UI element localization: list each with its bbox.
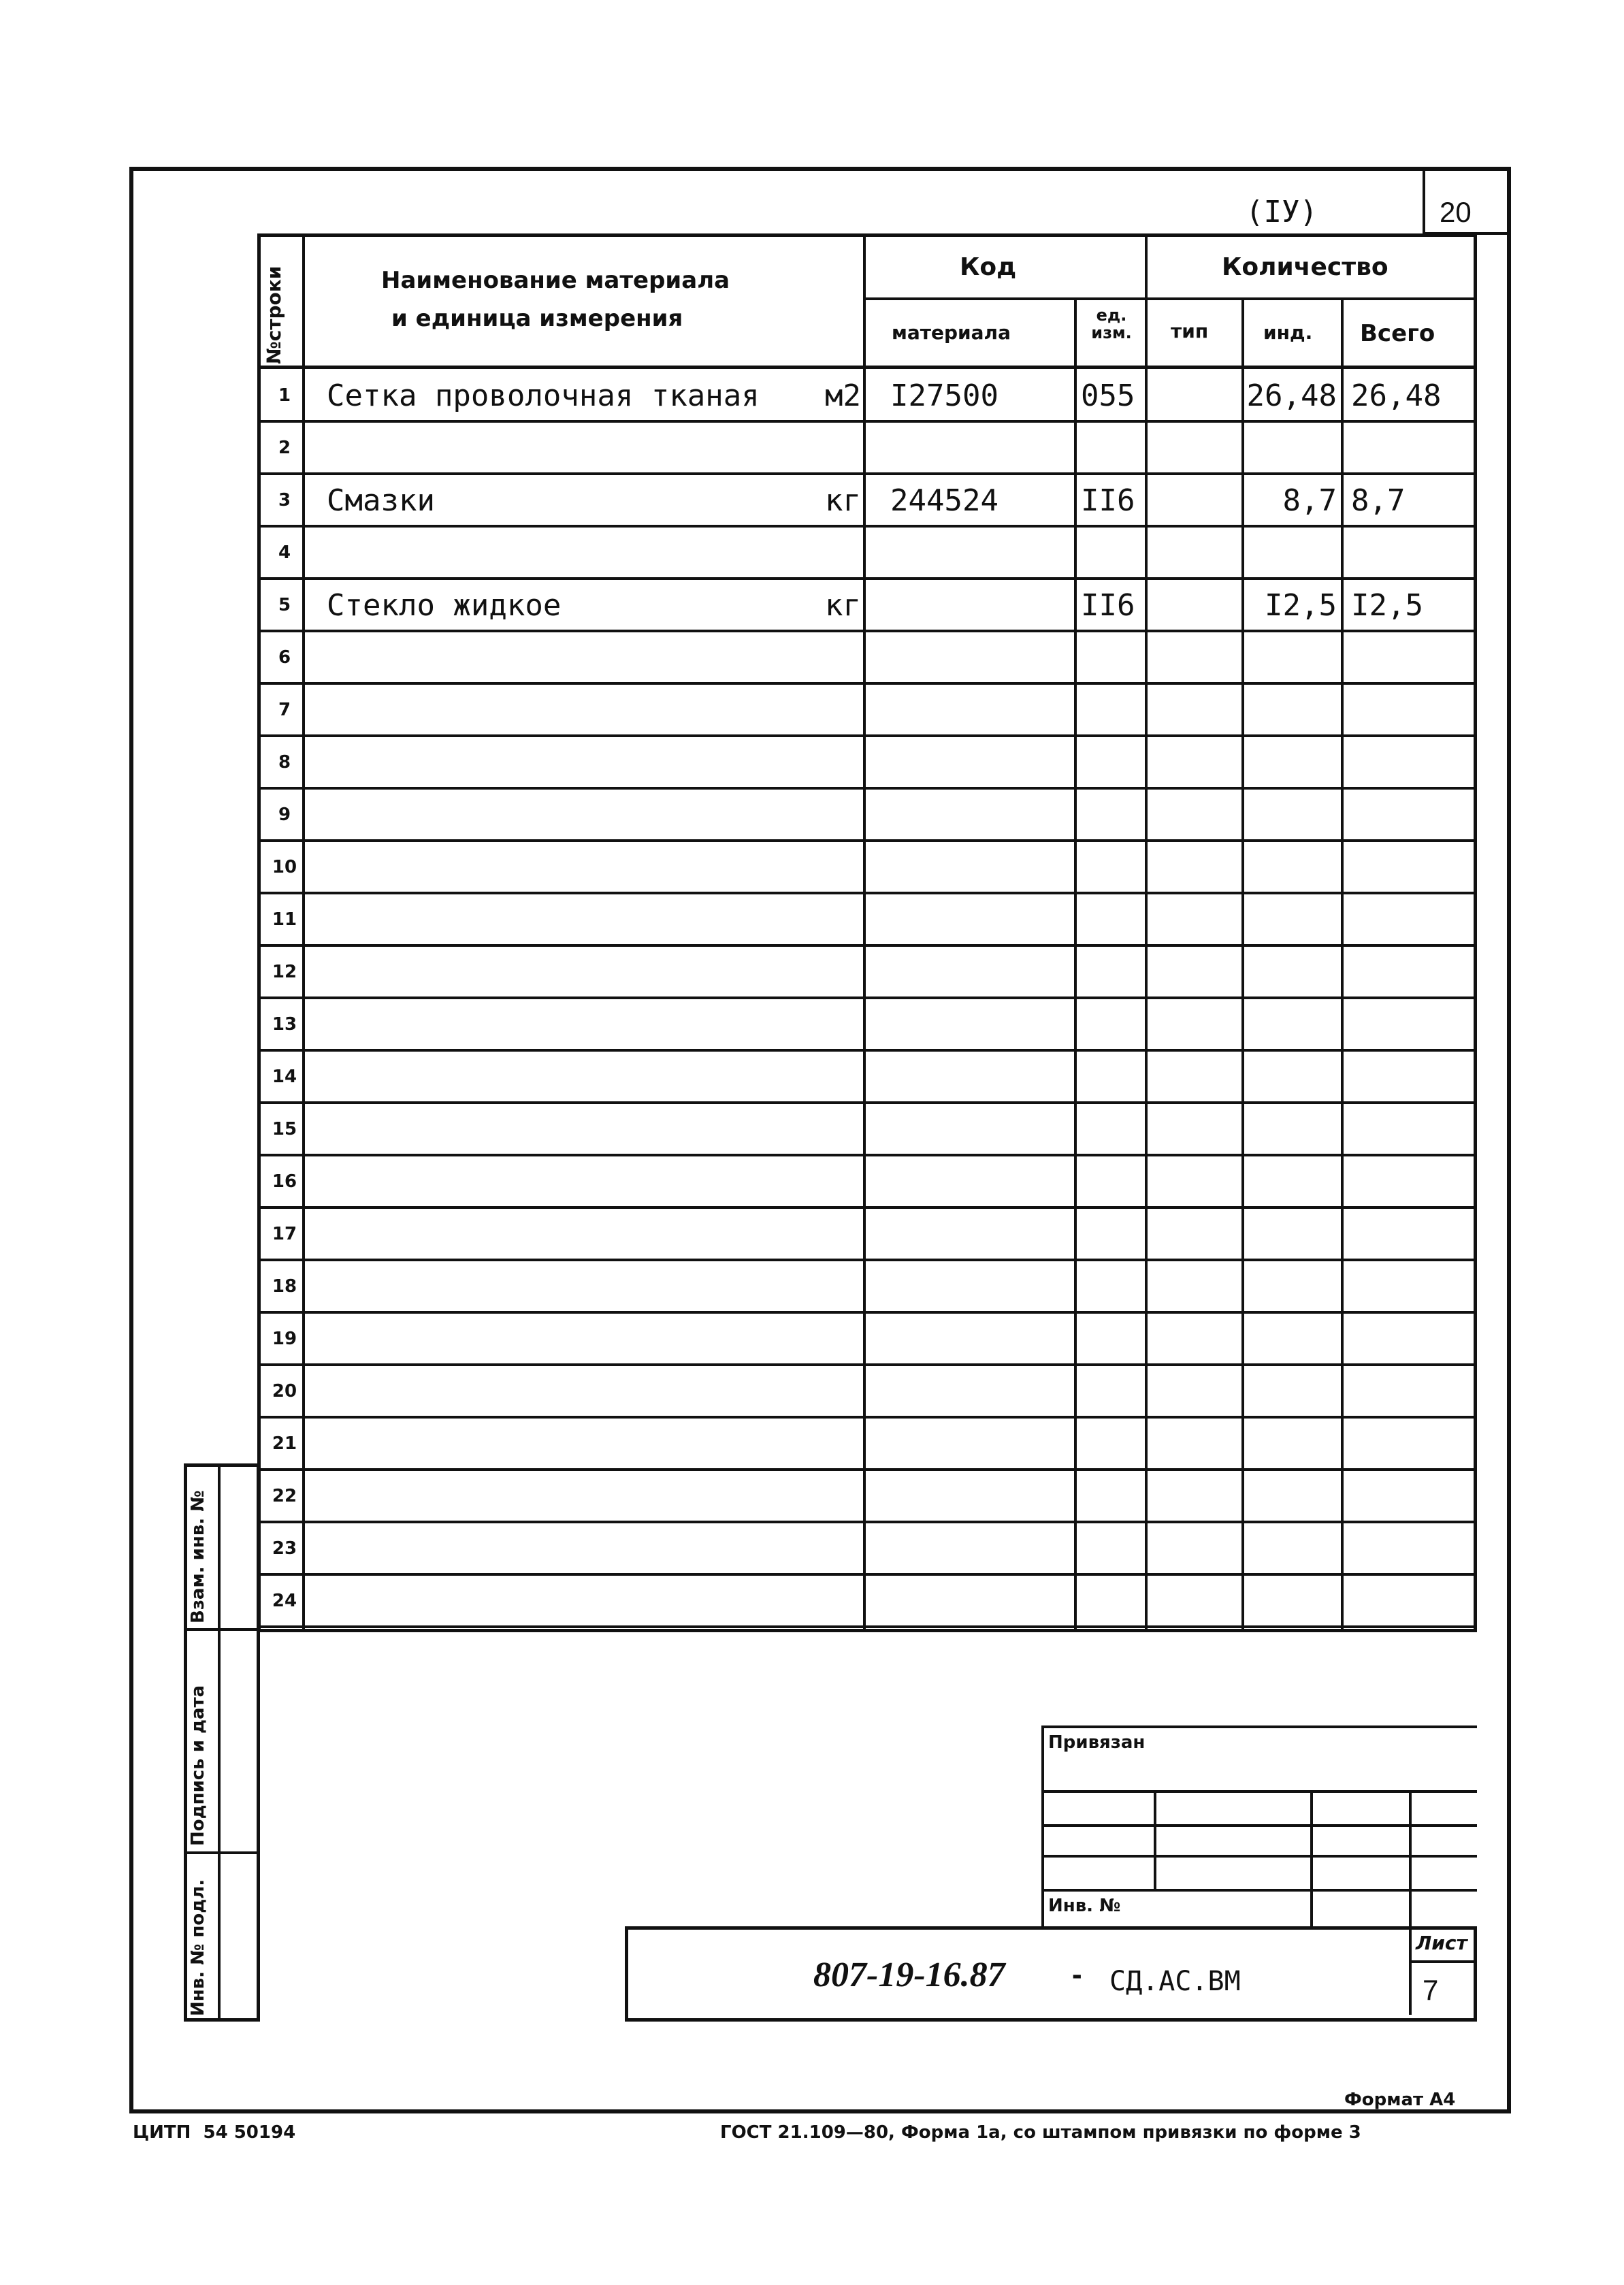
row-divider <box>257 1363 1477 1366</box>
stamp-line-c <box>1041 1855 1477 1858</box>
col-code-divider <box>1074 297 1077 1632</box>
row-qty-total: 8,7 <box>1351 483 1406 518</box>
row-number: 24 <box>272 1591 297 1611</box>
row-number: 8 <box>278 752 291 773</box>
stamp-line-d <box>1041 1889 1477 1892</box>
header-code-unit: ед. изм. <box>1091 306 1132 342</box>
side-stamp-podpis: Подпись и дата <box>188 1685 208 1846</box>
row-number: 23 <box>272 1538 297 1559</box>
sheet-code: (IУ) <box>1246 195 1318 229</box>
stamp-col-2 <box>1310 1790 1313 1930</box>
side-stamp-line-1 <box>184 1628 260 1631</box>
row-divider <box>257 1521 1477 1523</box>
header-bottom-line <box>257 366 1477 369</box>
list-label-line <box>1409 1960 1477 1963</box>
header-code-material: материала <box>892 321 1011 344</box>
side-stamp-vzam: Взам. инв. № <box>188 1490 208 1623</box>
row-divider <box>257 1573 1477 1576</box>
material-table <box>257 233 1477 1632</box>
stamp-line-b <box>1041 1824 1477 1827</box>
header-name-line2: и единица измерения <box>391 305 683 332</box>
row-divider <box>257 892 1477 894</box>
header-sub-line <box>864 297 1477 300</box>
row-number: 18 <box>272 1276 297 1297</box>
row-number: 17 <box>272 1224 297 1244</box>
row-qty-total: I2,5 <box>1351 588 1423 623</box>
page-number: 20 <box>1440 196 1472 228</box>
row-divider <box>257 1259 1477 1261</box>
stamp-line-a <box>1041 1790 1477 1793</box>
header-quantity: Количество <box>1222 253 1388 281</box>
header-qty-total: Всего <box>1360 320 1435 347</box>
designation-handwritten: 807-19-16.87 <box>813 1956 1005 1994</box>
row-qty-ind: 26,48 <box>1246 378 1337 413</box>
row-divider <box>257 734 1477 737</box>
row-number: 11 <box>272 909 297 930</box>
col-type-divider <box>1241 297 1244 1632</box>
designation-box <box>625 1926 1477 2022</box>
footer-left: ЦИТП 54 50194 <box>133 2122 296 2143</box>
stamp-top-line <box>1041 1725 1477 1728</box>
header-qty-type: тип <box>1171 320 1209 342</box>
header-code: Код <box>960 253 1017 281</box>
col-name-divider <box>863 233 866 1632</box>
stamp-inv-no: Инв. № <box>1048 1896 1121 1916</box>
row-material-name: Сетка проволочная тканая <box>327 378 760 413</box>
row-number: 2 <box>278 438 291 458</box>
row-number: 5 <box>278 595 291 615</box>
footer-right: ГОСТ 21.109—80, Форма 1а, со штампом привязки по форме 3 <box>720 2122 1361 2143</box>
row-number: 13 <box>272 1014 297 1035</box>
col-ind-divider <box>1341 297 1344 1632</box>
row-divider <box>257 1416 1477 1419</box>
row-divider <box>257 682 1477 685</box>
row-divider <box>257 420 1477 423</box>
stamp-privyazan: Привязан <box>1048 1732 1146 1753</box>
row-number: 10 <box>272 857 297 877</box>
row-unit-code: II6 <box>1081 588 1135 623</box>
row-number: 15 <box>272 1119 297 1139</box>
row-number: 9 <box>278 805 291 825</box>
row-number: 14 <box>272 1067 297 1087</box>
row-number: 1 <box>278 385 291 406</box>
row-divider <box>257 839 1477 842</box>
row-unit-code: 055 <box>1081 378 1135 413</box>
footer-format: Формат А4 <box>1344 2090 1456 2110</box>
row-divider <box>257 1625 1477 1628</box>
row-number: 6 <box>278 647 291 668</box>
header-row-number: №строки <box>263 265 285 364</box>
row-number: 3 <box>278 490 291 511</box>
stamp-list-label: Лист <box>1416 1932 1467 1954</box>
side-stamp-inv-podl: Инв. № подл. <box>188 1879 208 2016</box>
row-divider <box>257 944 1477 947</box>
row-qty-total: 26,48 <box>1351 378 1442 413</box>
stamp-list-value: 7 <box>1423 1974 1439 2006</box>
row-divider <box>257 1206 1477 1209</box>
header-qty-ind: инд. <box>1263 321 1313 344</box>
row-divider <box>257 472 1477 475</box>
row-unit: кг <box>825 483 861 518</box>
row-number: 21 <box>272 1433 297 1454</box>
header-name-line1: Наименование материала <box>381 267 730 294</box>
row-qty-ind: 8,7 <box>1282 483 1337 518</box>
side-stamp-mid <box>218 1463 221 2022</box>
row-divider <box>257 1468 1477 1471</box>
row-divider <box>257 996 1477 999</box>
row-number: 4 <box>278 542 291 563</box>
row-divider <box>257 787 1477 790</box>
col-code-qty-divider <box>1145 233 1148 1632</box>
designation-dash: - <box>1072 1958 1082 1991</box>
row-material-name: Стекло жидкое <box>327 588 562 623</box>
row-number: 22 <box>272 1486 297 1506</box>
row-divider <box>257 525 1477 528</box>
row-divider <box>257 630 1477 632</box>
side-stamp-line-2 <box>184 1851 260 1854</box>
page-number-divider <box>1423 167 1425 235</box>
row-divider <box>257 1154 1477 1156</box>
row-divider <box>257 1049 1477 1052</box>
stamp-left-border <box>1041 1725 1044 1930</box>
row-divider <box>257 1101 1477 1104</box>
row-unit-code: II6 <box>1081 483 1135 518</box>
stamp-col-1 <box>1154 1790 1156 1889</box>
row-number: 7 <box>278 700 291 720</box>
row-unit: кг <box>825 588 861 623</box>
row-divider <box>257 577 1477 580</box>
row-number: 20 <box>272 1381 297 1401</box>
row-qty-ind: I2,5 <box>1265 588 1337 623</box>
row-number: 16 <box>272 1171 297 1192</box>
designation-typed: СД.АС.ВМ <box>1109 1966 1241 1997</box>
row-divider <box>257 1311 1477 1314</box>
row-material-code: 244524 <box>890 483 998 518</box>
row-number: 19 <box>272 1329 297 1349</box>
row-unit: м2 <box>825 378 861 413</box>
row-material-name: Смазки <box>327 483 435 518</box>
row-number: 12 <box>272 962 297 982</box>
row-material-code: I27500 <box>890 378 998 413</box>
